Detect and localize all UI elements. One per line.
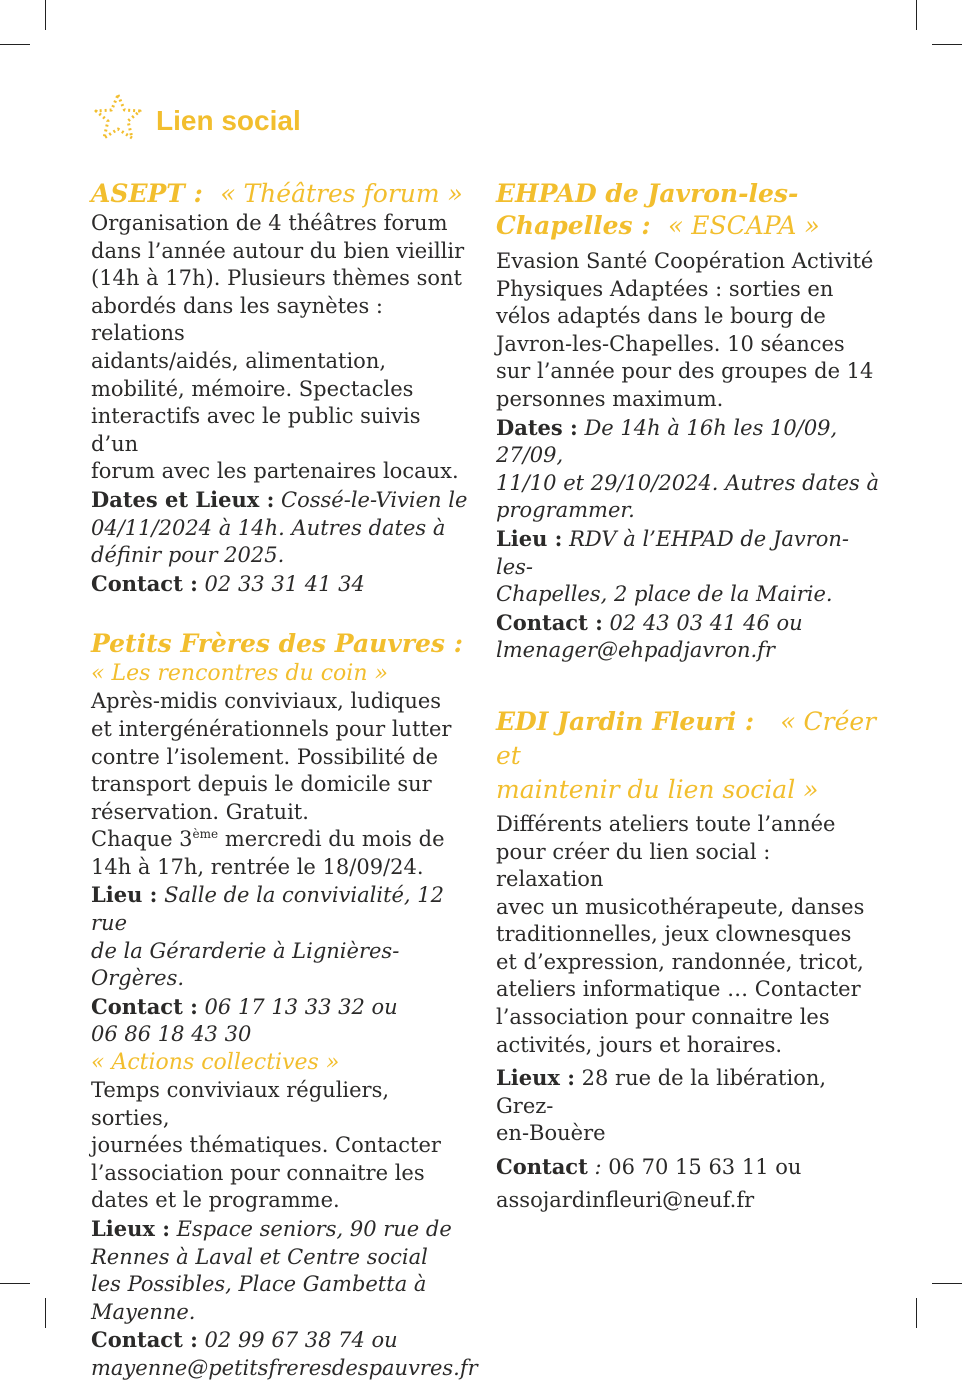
crop-mark — [0, 1283, 30, 1284]
section-heading: Petits Frères des Pauvres : — [91, 629, 463, 659]
section-heading: EDI Jardin Fleuri : « Créer et maintenir du lien social » — [496, 706, 877, 804]
dates-info: Dates : De 14h à 16h les 10/09, 27/09, 11/10 et 29/10/2024. Autres dates à programmer. — [496, 414, 879, 523]
section-heading: EHPAD de Javron-les- Chapelles : « ESCAPA » — [496, 179, 820, 240]
section-asept — [91, 178, 471, 598]
crop-mark — [916, 1298, 917, 1328]
page-title-text: Lien social — [156, 105, 301, 136]
crop-mark — [916, 0, 917, 30]
description: Organisation de 4 théâtres forum dans l’année autour du bien vieillir (14h à 17h). Plusieurs thèmes sont abordés dans les saynètes : relations aidants/aidés, alimentation, mobilité, mémoire. Spectacles interactifs avec le public suivis d’un forum avec les partenaires locaux. — [91, 211, 465, 484]
contact-info: Contact : 02 33 31 41 34 — [91, 570, 365, 596]
description: Evasion Santé Coopération Activité Physiques Adaptées : sorties en vélos adaptés dans le bourg de Javron-les-Chapelles. 10 séances sur l’année pour des groupes de 14 personnes maximum. — [496, 249, 874, 411]
email-link[interactable]: mayenne@petitsfreresdespauvres.fr — [91, 1355, 478, 1380]
description: Après-midis conviviaux, ludiques et intergénérationnels pour lutter contre l’isolement. Possibilité de transport depuis le domicile sur réservation. Gratuit. Chaque 3ème mercredi du mois de 14h à 17h, rentrée le 18/09/24. — [91, 689, 452, 879]
contact-info: Contact : 02 99 67 38 74 ou mayenne@petitsfreresdespauvres.fr — [91, 1326, 471, 1382]
section-heading: ASEPT : « Théâtres forum » — [91, 179, 463, 208]
page-title — [90, 92, 301, 142]
description: Temps conviviaux réguliers, sorties, journées thématiques. Contacter l’association pour connaitre les dates et le programme. — [91, 1078, 441, 1213]
lieux-info: Lieux : Espace seniors, 90 rue de Rennes à Laval et Centre social les Possibles, Place Gambetta à Mayenne. — [91, 1216, 452, 1324]
contact-info: Contact : 02 43 03 41 46 ou lmenager@ehpadjavron.fr — [496, 609, 881, 665]
program-title: « Les rencontres du coin » — [91, 661, 388, 687]
email-link[interactable]: lmenager@ehpadjavron.fr — [496, 638, 775, 663]
description: Différents ateliers toute l’année pour créer du lien social : relaxation avec un musicothérapeute, danses traditionnelles, jeux clownesques et d’expression, randonnée, tricot, ateliers informatique … Contacter l’association pour connaitre les activités, jours et horaires. — [496, 811, 865, 1057]
crop-mark — [0, 44, 30, 45]
section-petits-freres — [91, 628, 478, 1382]
crop-mark — [932, 1283, 962, 1284]
crop-mark — [45, 1298, 46, 1328]
lieux-info: Lieux : 28 rue de la libération, Grez- en-Bouère — [496, 1065, 827, 1146]
crop-mark — [45, 0, 46, 30]
crop-mark — [932, 44, 962, 45]
lieu-info: Lieu : RDV à l’EHPAD de Javron-les- Chapelles, 2 place de la Mairie. — [496, 525, 850, 607]
section-ehpad — [496, 178, 881, 665]
email-link[interactable]: assojardinfleuri@neuf.fr — [496, 1187, 755, 1212]
left-column — [91, 178, 478, 1383]
program-title: « Actions collectives » — [91, 1050, 340, 1076]
right-column — [496, 178, 881, 1214]
dates-info: Dates et Lieux : Cossé-le-Vivien le 04/11/2024 à 14h. Autres dates à définir pour 2025. — [91, 486, 468, 568]
star-icon — [90, 92, 146, 142]
contact-info: Contact : 06 70 15 63 11 ou assojardinfleuri@neuf.fr — [496, 1153, 881, 1214]
contact-info: Contact : 06 17 13 33 32 ou 06 86 18 43 30 — [91, 993, 398, 1047]
phone-number: 02 33 31 41 34 — [204, 571, 365, 596]
section-edi-jardin-fleuri — [496, 705, 881, 1214]
lieu-info: Lieu : Salle de la convivialité, 12 rue de la Gérarderie à Lignières-Orgères. — [91, 882, 445, 991]
